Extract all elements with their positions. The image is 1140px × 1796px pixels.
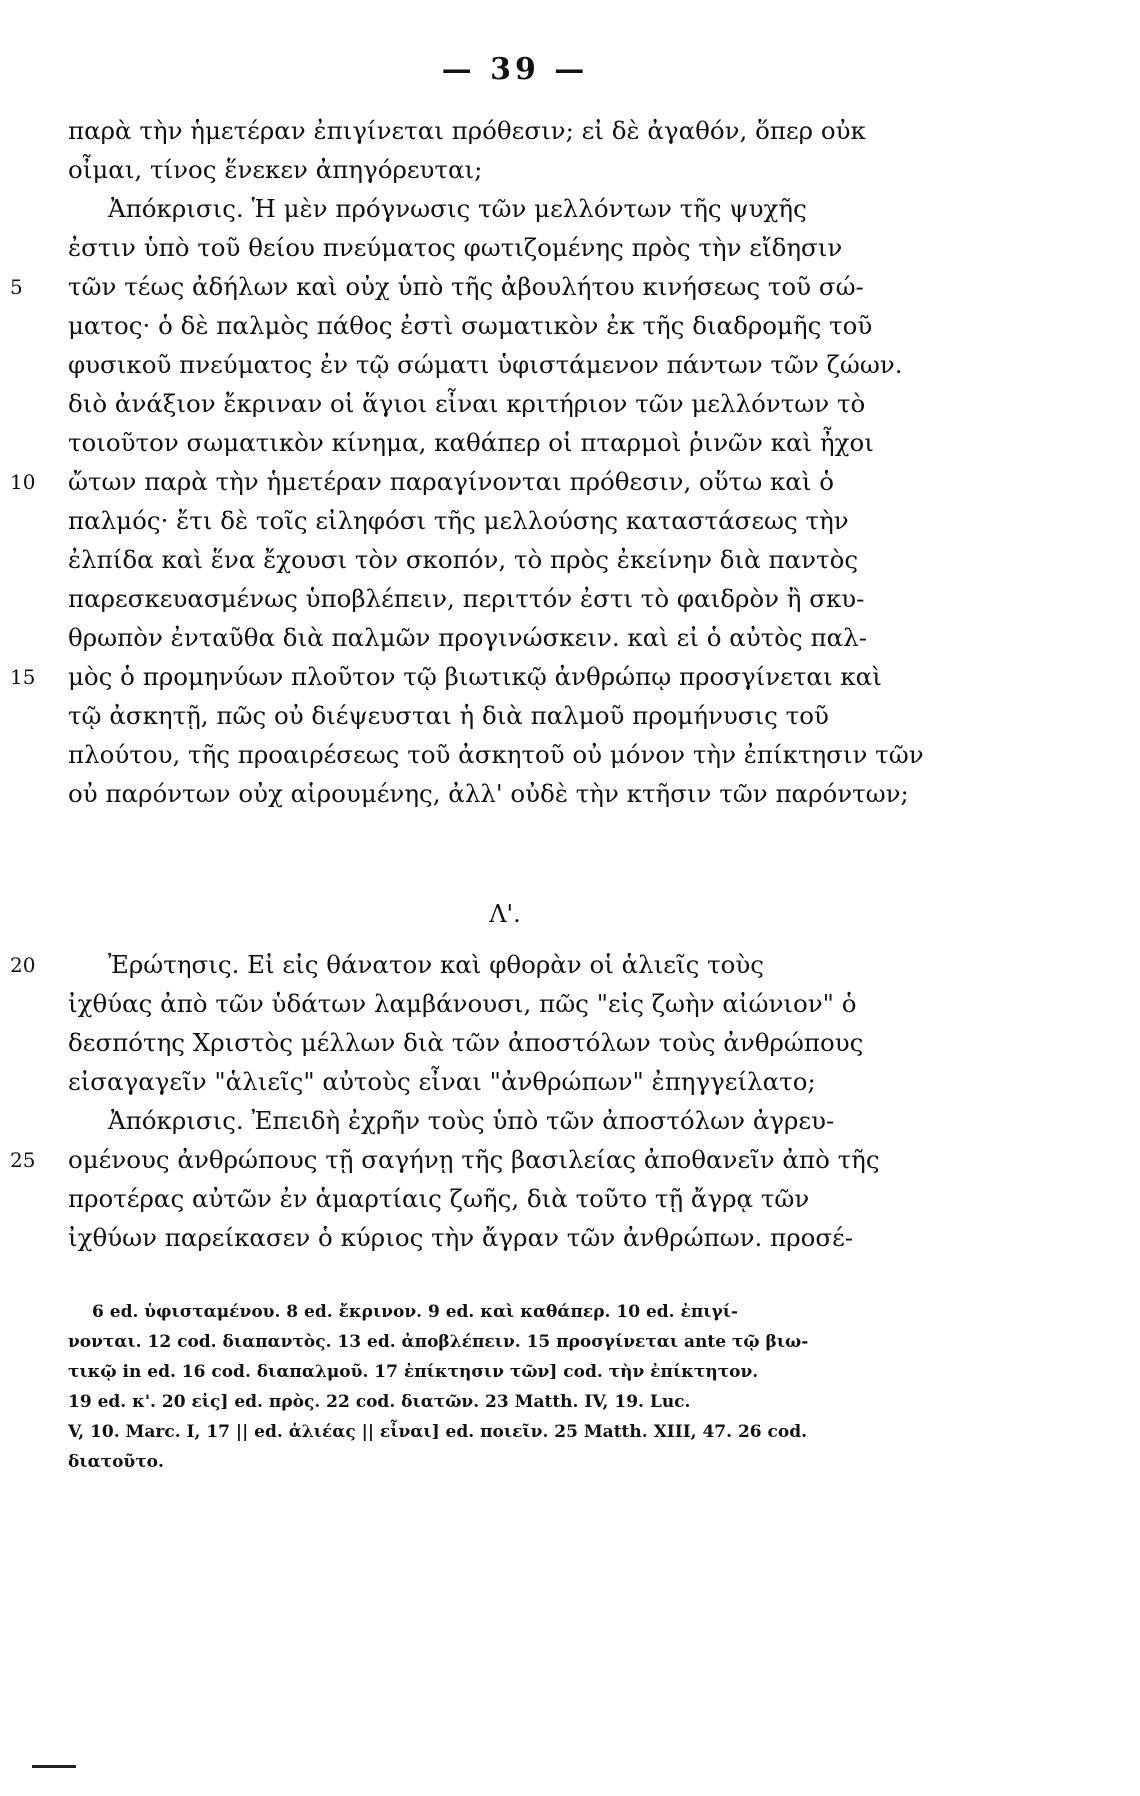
text-line: ὤτων παρὰ τὴν ἡμετέραν παραγίνονται πρόθεσιν, οὕτω καὶ ὁ: [68, 467, 834, 496]
line-number: 15: [10, 665, 36, 689]
text-line: διὸ ἀνάξιον ἔκριναν οἱ ἅγιοι εἶναι κριτήριον τῶν μελλόντων τὸ: [68, 389, 866, 418]
footnote-line: V, 10. Marc. I, 17 || ed. ἁλιέας || εἶναι] ed. ποιεῖν. 25 Matth. XIII, 47. 26 cod.: [68, 1422, 808, 1442]
footnote-line: τικῷ in ed. 16 cod. διαπαλμοῦ. 17 ἐπίκτησιν τῶν] cod. τὴν ἐπίκτητον.: [68, 1362, 759, 1382]
text-line: θρωπὸν ἐνταῦθα διὰ παλμῶν προγινώσκειν. καὶ εἰ ὁ αὐτὸς παλ-: [68, 623, 867, 652]
line-number: 20: [10, 953, 36, 977]
footnote-line: 19 ed. κ'. 20 εἰς] ed. πρὸς. 22 cod. διατῶν. 23 Matth. IV, 19. Luc.: [68, 1392, 691, 1412]
text-line: Ἀπόκρισις. Ἐπειδὴ ἐχρῆν τοὺς ὑπὸ τῶν ἀποστόλων ἀγρευ-: [108, 1106, 835, 1135]
text-line: εἰσαγαγεῖν "ἁλιεῖς" αὐτοὺς εἶναι "ἀνθρώπων" ἐπηγγείλατο;: [68, 1067, 816, 1096]
text-line: παρὰ τὴν ἡμετέραν ἐπιγίνεται πρόθεσιν; εἰ δὲ ἀγαθόν, ὅπερ οὐκ: [68, 116, 866, 145]
footnote-line: νονται. 12 cod. διαπαντὸς. 13 ed. ἀποβλέπειν. 15 προσγίνεται ante τῷ βιω-: [68, 1332, 809, 1352]
text-line: παρεσκευασμένως ὑποβλέπειν, περιττόν ἐστι τὸ φαιδρὸν ἢ σκυ-: [68, 584, 865, 613]
text-line: οἶμαι, τίνος ἕνεκεν ἀπηγόρευται;: [68, 155, 483, 184]
text-line: δεσπότης Χριστὸς μέλλων διὰ τῶν ἀποστόλων τοὺς ἀνθρώπους: [68, 1028, 864, 1057]
text-line: Ἀπόκρισις. Ἡ μὲν πρόγνωσις τῶν μελλόντων τῆς ψυχῆς: [108, 194, 807, 223]
text-line: ἰχθύων παρείκασεν ὁ κύριος τὴν ἄγραν τῶν ἀνθρώπων. προσέ-: [68, 1223, 854, 1252]
text-line: οὐ παρόντων οὐχ αἱρουμένης, ἀλλ' οὐδὲ τὴν κτῆσιν τῶν παρόντων;: [68, 779, 909, 808]
text-line: φυσικοῦ πνεύματος ἐν τῷ σώματι ὑφιστάμενον πάντων τῶν ζώων.: [68, 350, 903, 379]
text-line: ἰχθύας ἀπὸ τῶν ὑδάτων λαμβάνουσι, πῶς "εἰς ζωὴν αἰώνιον" ὁ: [68, 989, 857, 1018]
footnote-line: 6 ed. ὑφισταμένου. 8 ed. ἔκρινον. 9 ed. καὶ καθάπερ. 10 ed. ἐπιγί-: [92, 1302, 738, 1322]
text-line: προτέρας αὐτῶν ἐν ἁμαρτίαις ζωῆς, διὰ τοῦτο τῇ ἄγρᾳ τῶν: [68, 1184, 810, 1213]
text-line: πλούτου, τῆς προαιρέσεως τοῦ ἀσκητοῦ οὐ μόνον τὴν ἐπίκτησιν τῶν: [68, 740, 924, 769]
text-line: τῷ ἀσκητῇ, πῶς οὐ διέψευσται ἡ διὰ παλμοῦ προμήνυσις τοῦ: [68, 701, 829, 730]
text-line: ματος· ὁ δὲ παλμὸς πάθος ἐστὶ σωματικὸν ἐκ τῆς διαδρομῆς τοῦ: [68, 311, 873, 340]
line-number: 25: [10, 1148, 36, 1172]
line-number: 5: [10, 275, 23, 299]
page-end-rule: [32, 1765, 76, 1768]
text-line: μὸς ὁ προμηνύων πλοῦτον τῷ βιωτικῷ ἀνθρώπῳ προσγίνεται καὶ: [68, 662, 882, 691]
text-line: Ἐρώτησις. Εἰ εἰς θάνατον καὶ φθορὰν οἱ ἁλιεῖς τοὺς: [108, 950, 765, 979]
page-number: — 39 —: [441, 52, 589, 87]
text-line: τοιοῦτον σωματικὸν κίνημα, καθάπερ οἱ πταρμοὶ ῥινῶν καὶ ἦχοι: [68, 428, 874, 457]
text-line: ἐστιν ὑπὸ τοῦ θείου πνεύματος φωτιζομένης πρὸς τὴν εἴδησιν: [68, 233, 843, 262]
line-number: 10: [10, 470, 36, 494]
section-heading: Λ'.: [489, 900, 521, 928]
text-line: ἐλπίδα καὶ ἕνα ἔχουσι τὸν σκοπόν, τὸ πρὸς ἐκείνην διὰ παντὸς: [68, 545, 859, 574]
text-line: παλμός· ἔτι δὲ τοῖς εἰληφόσι τῆς μελλούσης καταστάσεως τὴν: [68, 506, 849, 535]
footnote-line: διατοῦτο.: [68, 1452, 164, 1472]
text-line: ομένους ἀνθρώπους τῇ σαγήνῃ τῆς βασιλείας ἀποθανεῖν ἀπὸ τῆς: [68, 1145, 880, 1174]
text-line: τῶν τέως ἀδήλων καὶ οὐχ ὑπὸ τῆς ἀβουλήτου κινήσεως τοῦ σώ-: [68, 272, 864, 301]
